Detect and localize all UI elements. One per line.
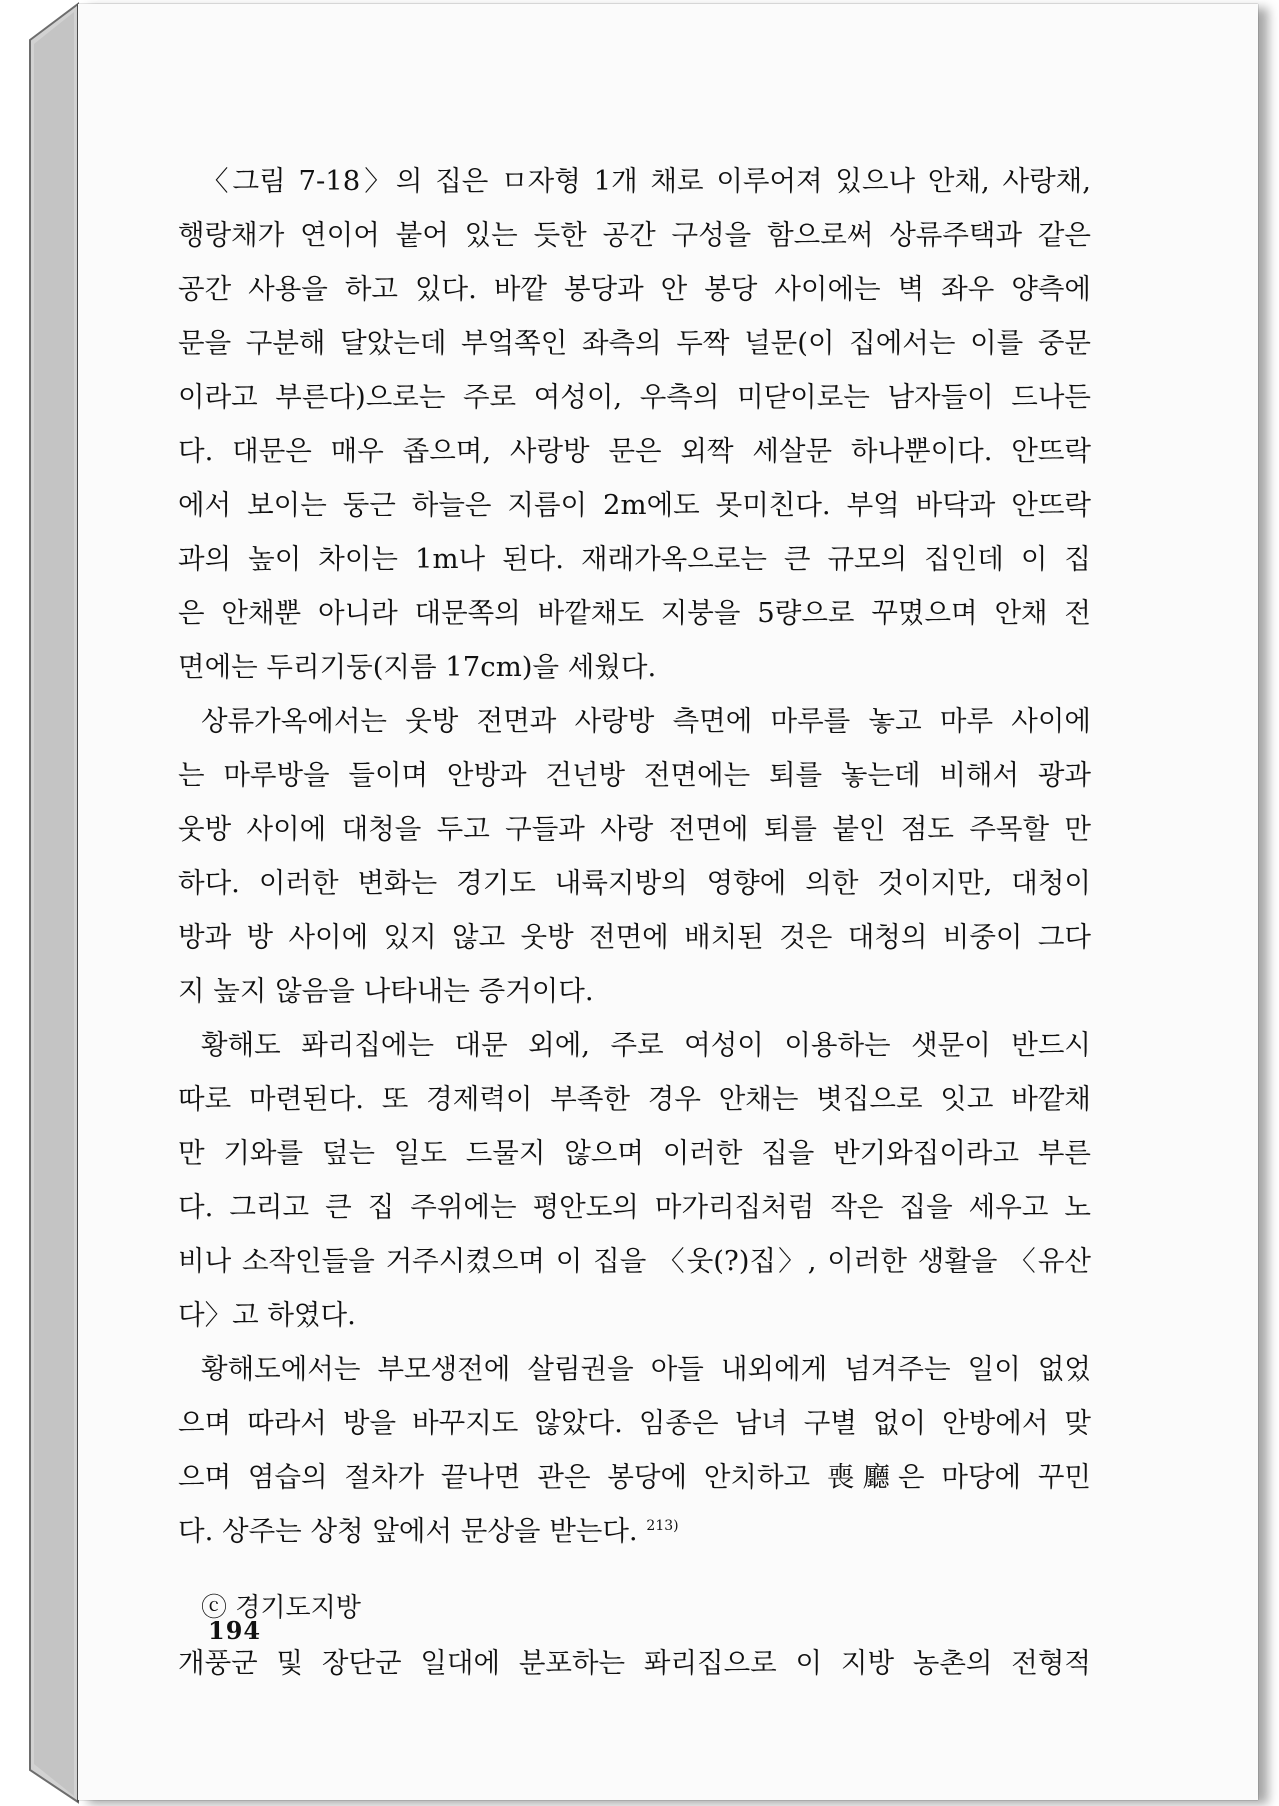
text-line: 과의 높이 차이는 1m나 된다. 재래가옥으로는 큰 규모의 집인데 이 집 [178, 543, 1091, 575]
paragraph-2 [178, 694, 1091, 1018]
text-line: 은 안채뿐 아니라 대문쪽의 바깥채도 지붕을 5량으로 꾸몄으며 안채 전 [178, 597, 1091, 629]
text-line: 지 높지 않음을 나타내는 증거이다. [178, 975, 594, 1007]
footnote-ref[interactable]: 213) [646, 1517, 679, 1534]
text-line: 비나 소작인들을 거주시켰으며 이 집을 〈웃(?)집〉, 이러한 생활을 〈유산 [178, 1245, 1091, 1277]
text-line: 공간 사용을 하고 있다. 바깥 봉당과 안 봉당 사이에는 벽 좌우 양측에 [178, 273, 1091, 305]
text-line: 는 마루방을 들이며 안방과 건넌방 전면에는 퇴를 놓는데 비해서 광과 [178, 759, 1091, 791]
page-number: 194 [208, 1616, 262, 1645]
text-line: 다〉고 하였다. [178, 1299, 356, 1331]
section-heading: ⓒ 경기도지방 [201, 1593, 361, 1623]
text-line: 만 기와를 덮는 일도 드물지 않으며 이러한 집을 반기와집이라고 부른 [178, 1137, 1091, 1169]
section-paragraph [178, 1636, 1091, 1690]
text-line: 면에는 두리기둥(지름 17cm)을 세웠다. [178, 651, 657, 683]
text-line: 다. 그리고 큰 집 주위에는 평안도의 마가리집처럼 작은 집을 세우고 노 [178, 1191, 1091, 1223]
text-line: 개풍군 및 장단군 일대에 분포하는 퐈리집으로 이 지방 농촌의 전형적 [178, 1647, 1091, 1679]
book-page [78, 4, 1258, 1800]
text-line: 〈그림 7-18〉의 집은 ㅁ자형 1개 채로 이루어져 있으나 안채, 사랑채, [201, 165, 1091, 197]
paragraph-3 [178, 1018, 1091, 1342]
text-line-content: 다. 상주는 상청 앞에서 문상을 받는다. [178, 1515, 638, 1547]
text-line: 으며 따라서 방을 바꾸지도 않았다. 임종은 남녀 구별 없이 안방에서 맞 [178, 1407, 1091, 1439]
paragraph-4 [178, 1342, 1091, 1558]
text-line: 황해도에서는 부모생전에 살림권을 아들 내외에게 넘겨주는 일이 없었 [201, 1353, 1091, 1385]
text-line: 이라고 부른다)으로는 주로 여성이, 우측의 미닫이로는 남자들이 드나든 [178, 381, 1091, 413]
text-line [178, 1504, 1091, 1558]
text-line: 웃방 사이에 대청을 두고 구들과 사랑 전면에 퇴를 붙인 점도 주목할 만 [178, 813, 1091, 845]
text-line: 황해도 퐈리집에는 대문 외에, 주로 여성이 이용하는 샛문이 반드시 [201, 1029, 1091, 1061]
paragraph-1 [178, 154, 1091, 694]
text-line: 문을 구분해 달았는데 부엌쪽인 좌측의 두짝 널문(이 집에서는 이를 중문 [178, 327, 1091, 359]
text-line: 으며 염습의 절차가 끝나면 관은 봉당에 안치하고 喪廳은 마당에 꾸민 [178, 1461, 1091, 1493]
text-line: 상류가옥에서는 웃방 전면과 사랑방 측면에 마루를 놓고 마루 사이에 [201, 705, 1091, 737]
text-line: 다. 대문은 매우 좁으며, 사랑방 문은 외짝 세살문 하나뿐이다. 안뜨락 [178, 435, 1091, 467]
text-line: 에서 보이는 둥근 하늘은 지름이 2m에도 못미친다. 부엌 바닥과 안뜨락 [178, 489, 1091, 521]
text-line: 방과 방 사이에 있지 않고 웃방 전면에 배치된 것은 대청의 비중이 그다 [178, 921, 1091, 953]
page-body [178, 154, 1091, 1690]
text-line: 행랑채가 연이어 붙어 있는 듯한 공간 구성을 함으로써 상류주택과 같은 [178, 219, 1091, 251]
text-line: 따로 마련된다. 또 경제력이 부족한 경우 안채는 볏집으로 잇고 바깥채 [178, 1083, 1091, 1115]
text-line: 하다. 이러한 변화는 경기도 내륙지방의 영향에 의한 것이지만, 대청이 [178, 867, 1091, 899]
